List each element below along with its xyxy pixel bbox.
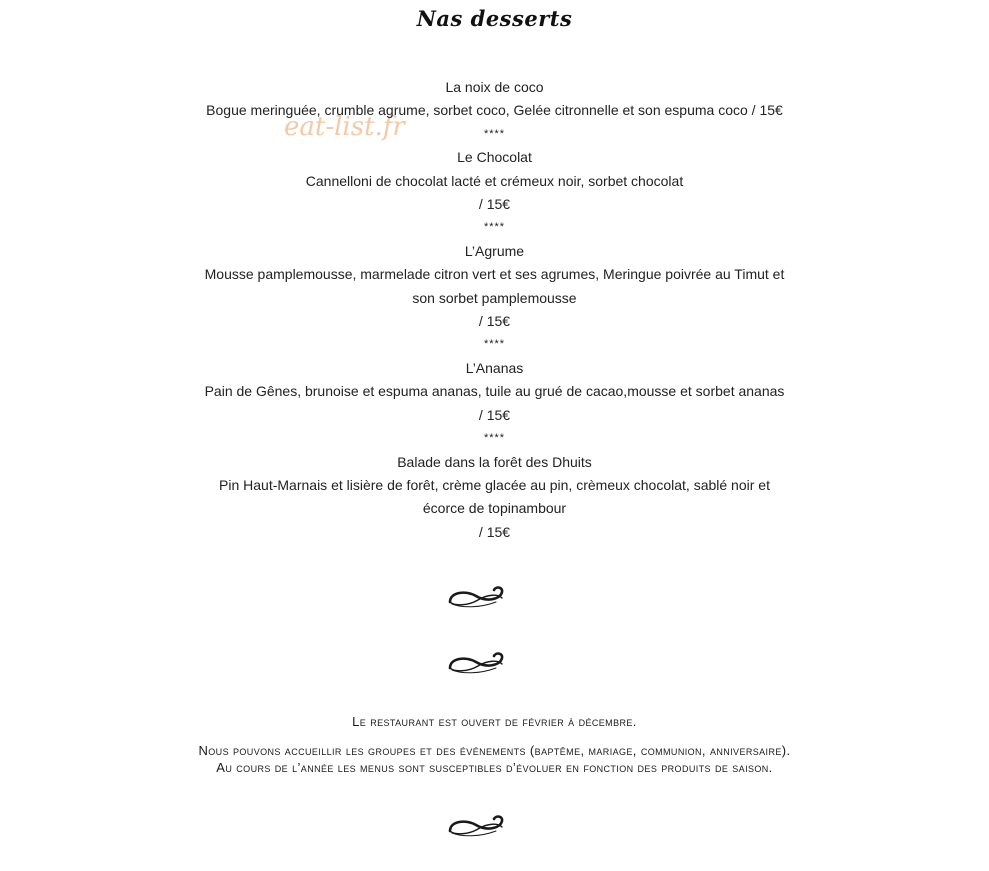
seasonal-info: Au cours de l’année les menus sont susceptibles d’évoluer en fonction des produits de saison.	[216, 760, 773, 775]
dessert-separator: ****	[483, 432, 506, 445]
dessert-description: son sorbet pamplemousse	[412, 289, 577, 306]
dessert-name: Le Chocolat	[457, 149, 532, 166]
page-title: Nas desserts	[416, 6, 573, 31]
dessert-price: / 15€	[478, 523, 511, 540]
dessert-name: Balade dans la forêt des Dhuits	[397, 453, 592, 470]
dessert-separator: ****	[483, 127, 506, 140]
flourish-icon	[444, 582, 508, 610]
dessert-name: L’Agrume	[464, 242, 525, 259]
dessert-price: / 15€	[478, 196, 511, 213]
opening-info: Le restaurant est ouvert de février à décembre.	[352, 714, 637, 729]
dessert-price: / 15€	[478, 313, 511, 330]
dessert-name: L’Ananas	[465, 359, 524, 376]
dessert-description: Pin Haut-Marnais et lisière de forêt, crème glacée au pin, crèmeux chocolat, sablé noir et	[219, 476, 770, 493]
flourish-icon	[444, 648, 508, 676]
flourish-icon	[444, 811, 508, 839]
dessert-description: Pain de Gênes, brunoise et espuma ananas, tuile au grué de cacao,mousse et sorbet ananas	[204, 383, 785, 400]
dessert-name: La noix de coco	[445, 79, 544, 95]
dessert-description: Mousse pamplemousse, marmelade citron vert et ses agrumes, Meringue poivrée au Timut et	[204, 266, 785, 283]
dessert-description: Cannelloni de chocolat lacté et crémeux noir, sorbet chocolat	[305, 172, 684, 189]
watermark: eat-list.fr	[284, 112, 405, 142]
dessert-price: / 15€	[478, 406, 511, 423]
groups-info: Nous pouvons accueillir les groupes et des événements (baptême, mariage, communion, anniversaire).	[198, 743, 791, 758]
dessert-separator: ****	[483, 338, 506, 351]
dessert-description: Bogue meringuée, crumble agrume, sorbet coco, Gelée citronnelle et son espuma coco / 15€	[206, 102, 783, 119]
dessert-menu	[0, 76, 989, 544]
dessert-separator: ****	[483, 221, 506, 234]
dessert-description: écorce de topinambour	[422, 500, 567, 517]
